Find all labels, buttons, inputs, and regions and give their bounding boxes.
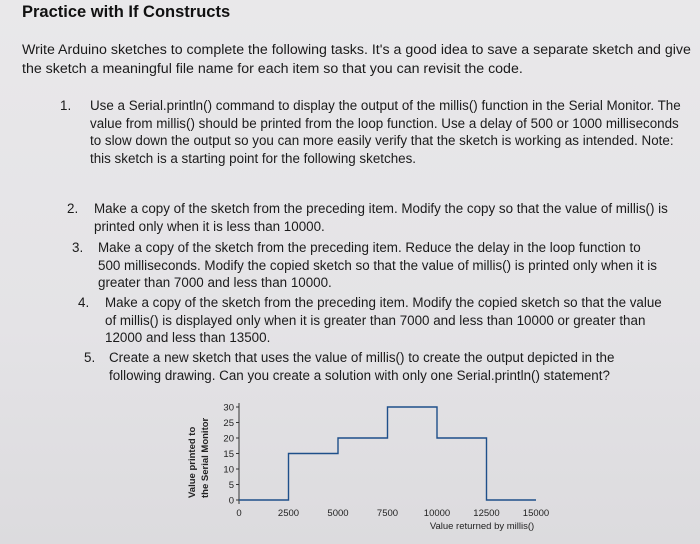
- series-line: [239, 407, 536, 500]
- item-number: 2.: [67, 201, 79, 216]
- item-number: 5.: [84, 350, 96, 365]
- item-number: 3.: [72, 240, 84, 255]
- x-tick-label: 5000: [327, 508, 349, 519]
- y-tick-label: 30: [223, 402, 234, 414]
- item-text: Make a copy of the sketch from the preceding item. Modify the copy so that the value of millis() is printed only when it is less than 10000.: [94, 201, 668, 234]
- x-tick-label: 10000: [423, 508, 451, 519]
- x-tick-label: 7500: [376, 508, 399, 519]
- item-text: Make a copy of the sketch from the preceding item. Reduce the delay in the loop function to 500 milliseconds. Modify the copied sketch so that the value of millis() is printed only when it is greater than 7000 and less than 10000.: [98, 240, 657, 291]
- y-tick-label: 20: [223, 433, 234, 445]
- item-text: Use a Serial.println() command to display the output of the millis() function in the Serial Monitor. The value from millis() should be printed from the loop function. Use a delay of 500 or 1000 milliseconds to slow down the output so you can more easily verify that the sketch is working as intended. Note: this sketch is a starting point for the following sketches.: [90, 98, 681, 166]
- x-axis-label: Value returned by millis(): [429, 521, 535, 532]
- item-number: 4.: [78, 295, 90, 310]
- y-axis-label-line2: the Serial Monitor: [200, 417, 211, 498]
- intro-paragraph: Write Arduino sketches to complete the following tasks. It's a good idea to save a separate sketch and give the sketch a meaningful file name for each item so that you can revisit the code.: [22, 42, 691, 77]
- x-tick-label: 2500: [277, 508, 300, 519]
- item-number: 1.: [60, 98, 72, 113]
- page-title: Practice with If Constructs: [22, 3, 231, 21]
- x-tick-label: 0: [236, 508, 242, 519]
- y-tick-label: 10: [223, 464, 234, 476]
- y-tick-label: 5: [228, 480, 234, 491]
- y-axis-label-line1: Value printed to: [187, 426, 198, 498]
- item-text: Create a new sketch that uses the value of millis() to create the output depicted in the following drawing. Can you create a solution with only one Serial.println() statement?: [109, 350, 615, 383]
- y-tick-label: 15: [223, 449, 234, 460]
- x-tick-label: 12500: [473, 508, 500, 519]
- x-tick-label: 15000: [522, 508, 550, 519]
- y-tick-label: 0: [228, 495, 234, 507]
- y-tick-label: 25: [223, 418, 234, 429]
- item-text: Make a copy of the sketch from the preceding item. Modify the copied sketch so that the value of millis() is displayed only when it is greater than 7000 and less than 10000 or greater than 12000 and less than 13500.: [105, 295, 662, 346]
